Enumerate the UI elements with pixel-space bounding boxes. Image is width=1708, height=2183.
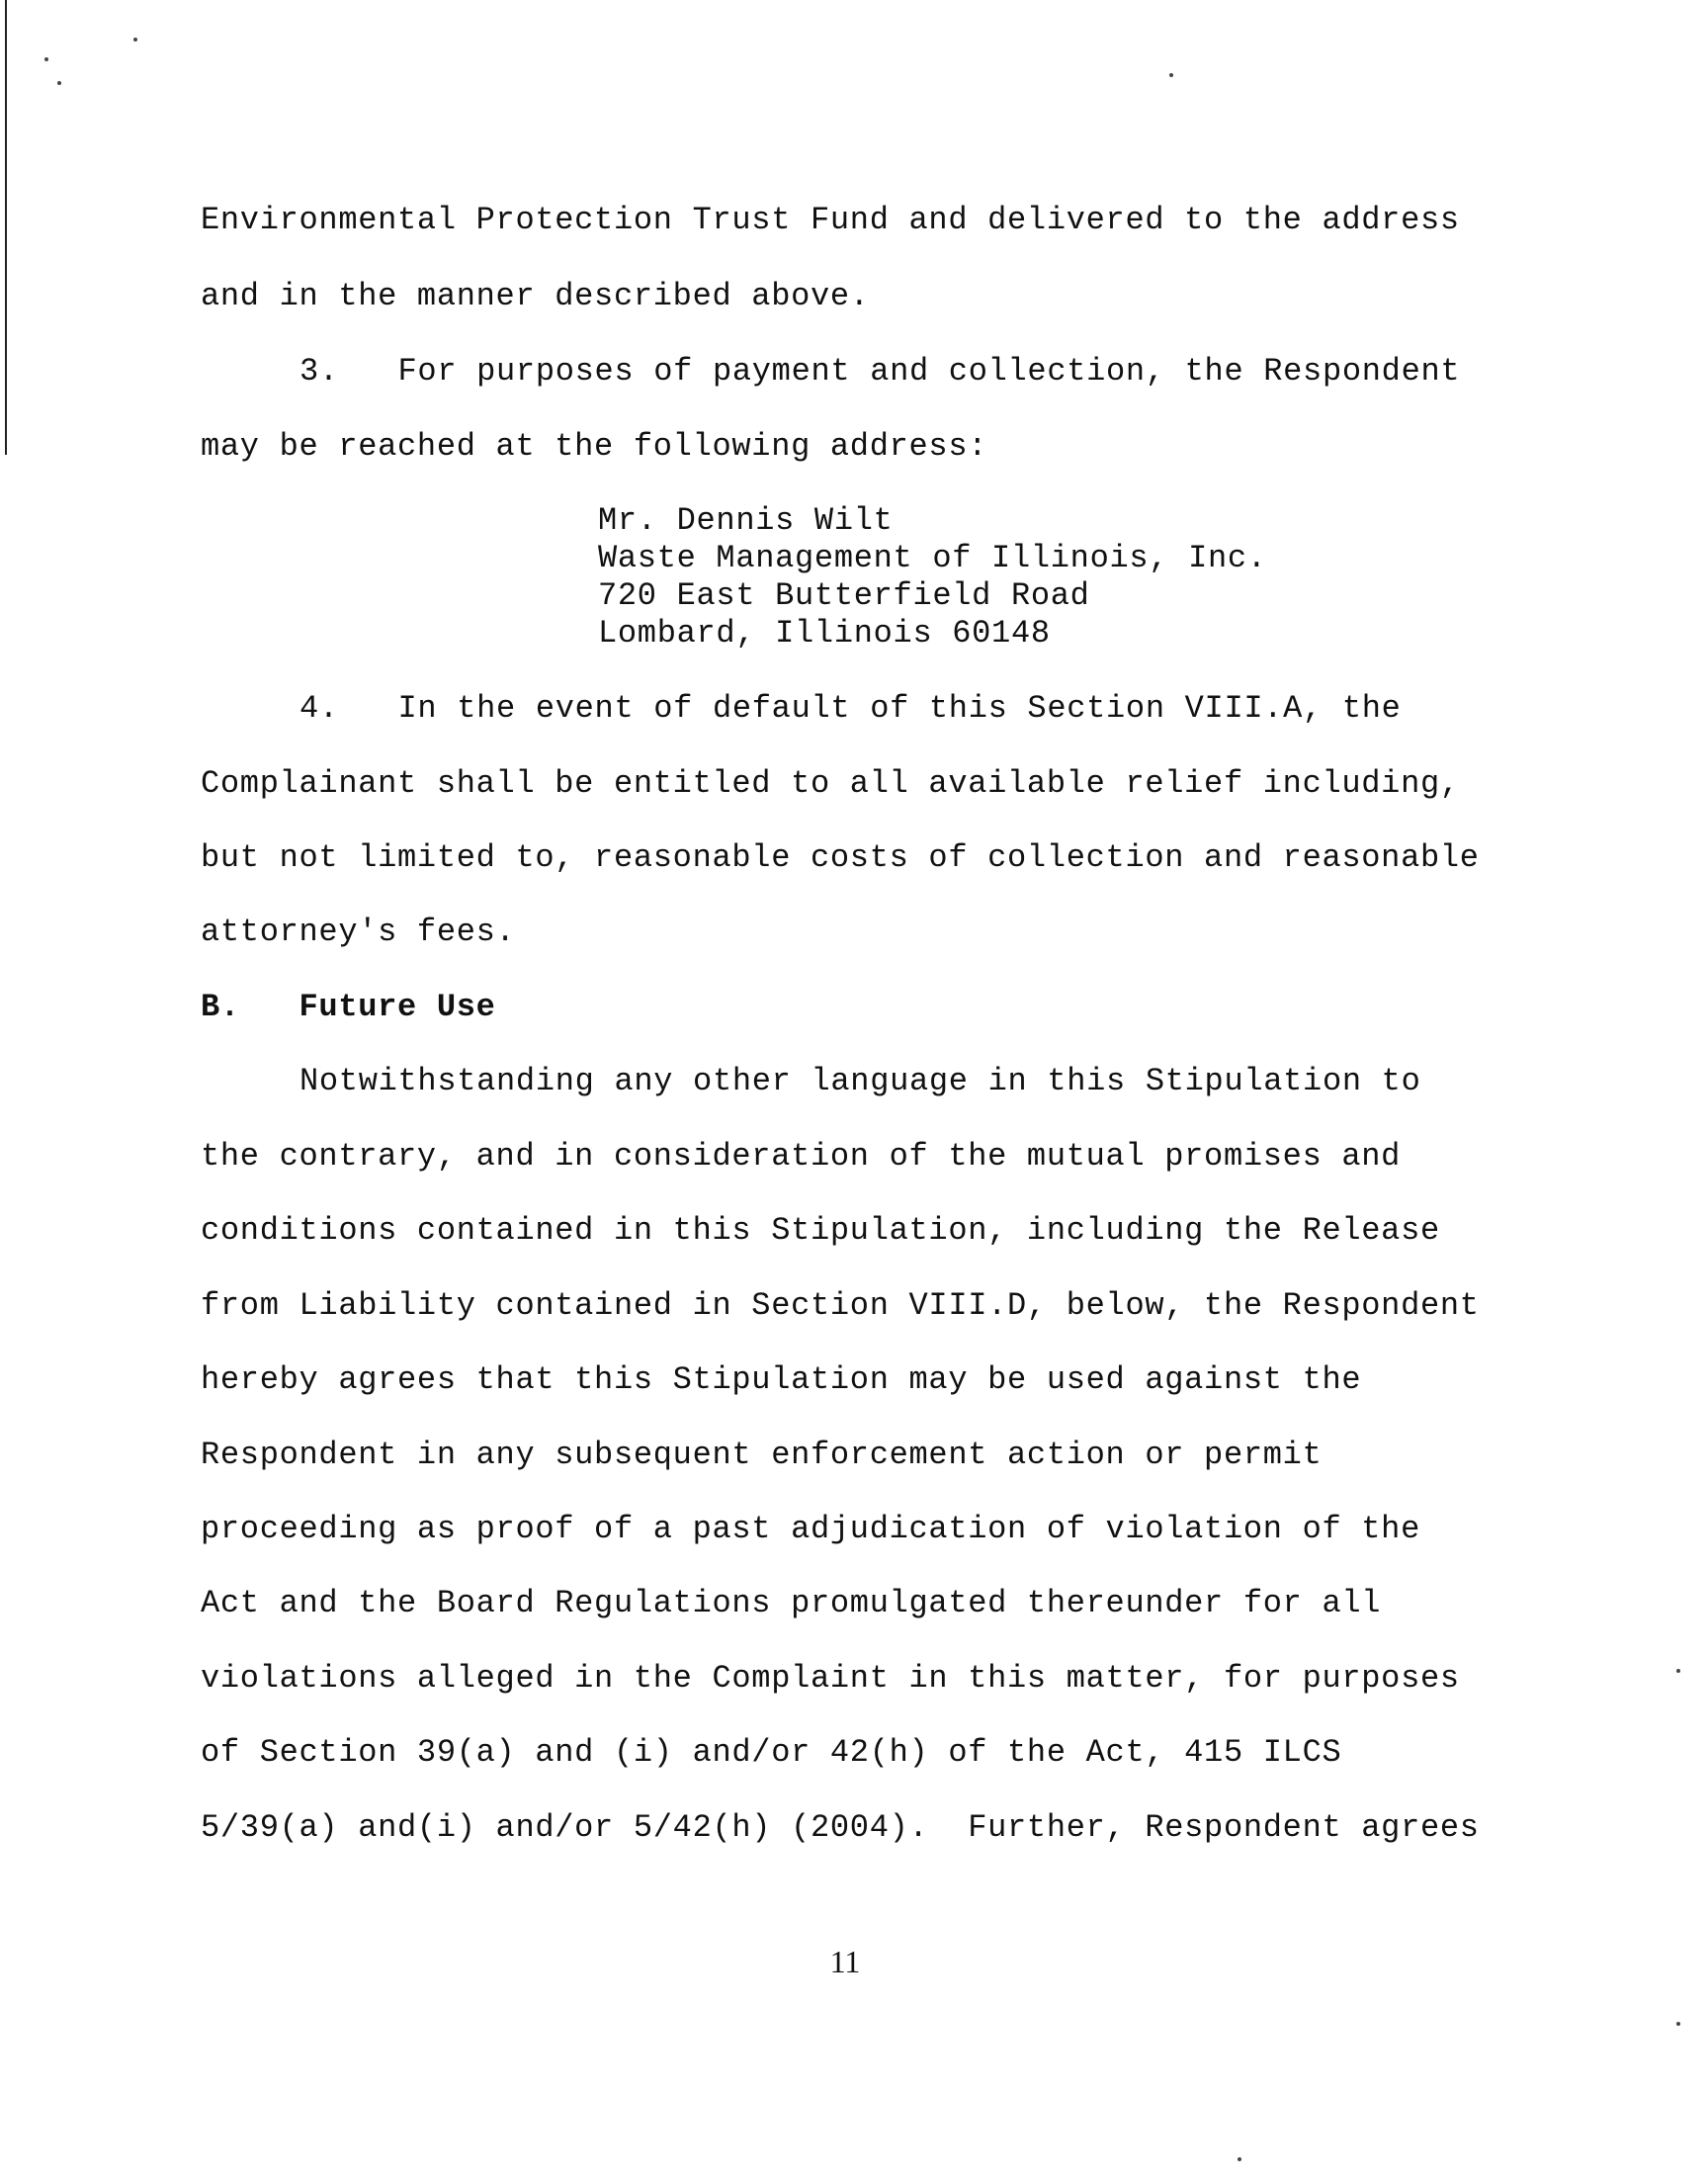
numbered-paragraph-4: 4. In the event of default of this Section VIII.A, the: [299, 690, 1402, 727]
paragraph-line: Notwithstanding any other language in this Stipulation to: [299, 1063, 1421, 1099]
paragraph-line: of Section 39(a) and (i) and/or 42(h) of the Act, 415 ILCS: [201, 1734, 1342, 1771]
address-company: Waste Management of Illinois, Inc.: [598, 540, 1267, 576]
scan-speck: [57, 81, 61, 85]
scan-speck: [1676, 1669, 1680, 1673]
paragraph-line: but not limited to, reasonable costs of collection and reasonable: [201, 839, 1480, 876]
page-number: 11: [829, 1944, 861, 1979]
scan-speck: [1676, 2022, 1680, 2026]
paragraph-line: may be reached at the following address:: [201, 428, 988, 465]
address-name: Mr. Dennis Wilt: [598, 502, 894, 539]
paragraph-line: Respondent in any subsequent enforcement action or permit: [201, 1437, 1323, 1473]
scan-speck: [44, 57, 48, 61]
paragraph-line: proceeding as proof of a past adjudication of violation of the: [201, 1511, 1420, 1547]
scan-speck: [1169, 73, 1173, 77]
paragraph-line: and in the manner described above.: [201, 278, 870, 314]
scan-margin-rule: [5, 0, 7, 455]
paragraph-line: the contrary, and in consideration of the mutual promises and: [201, 1138, 1402, 1175]
scan-speck: [1238, 2157, 1241, 2161]
paragraph-line: attorney's fees.: [201, 914, 516, 950]
section-heading-future-use: B. Future Use: [201, 989, 496, 1025]
scan-speck: [133, 38, 137, 42]
paragraph-line: conditions contained in this Stipulation, including the Release: [201, 1212, 1440, 1249]
paragraph-line: violations alleged in the Complaint in this matter, for purposes: [201, 1660, 1460, 1697]
paragraph-line: 5/39(a) and(i) and/or 5/42(h) (2004). Further, Respondent agrees: [201, 1809, 1480, 1846]
paragraph-line: Complainant shall be entitled to all available relief including,: [201, 765, 1460, 802]
paragraph-line: Act and the Board Regulations promulgated thereunder for all: [201, 1585, 1382, 1621]
address-city: Lombard, Illinois 60148: [598, 615, 1051, 652]
paragraph-line: from Liability contained in Section VIII.D, below, the Respondent: [201, 1287, 1480, 1324]
paragraph-line: Environmental Protection Trust Fund and delivered to the address: [201, 202, 1460, 238]
paragraph-line: hereby agrees that this Stipulation may be used against the: [201, 1361, 1362, 1398]
numbered-paragraph-3: 3. For purposes of payment and collection, the Respondent: [299, 353, 1461, 390]
address-street: 720 East Butterfield Road: [598, 577, 1090, 614]
